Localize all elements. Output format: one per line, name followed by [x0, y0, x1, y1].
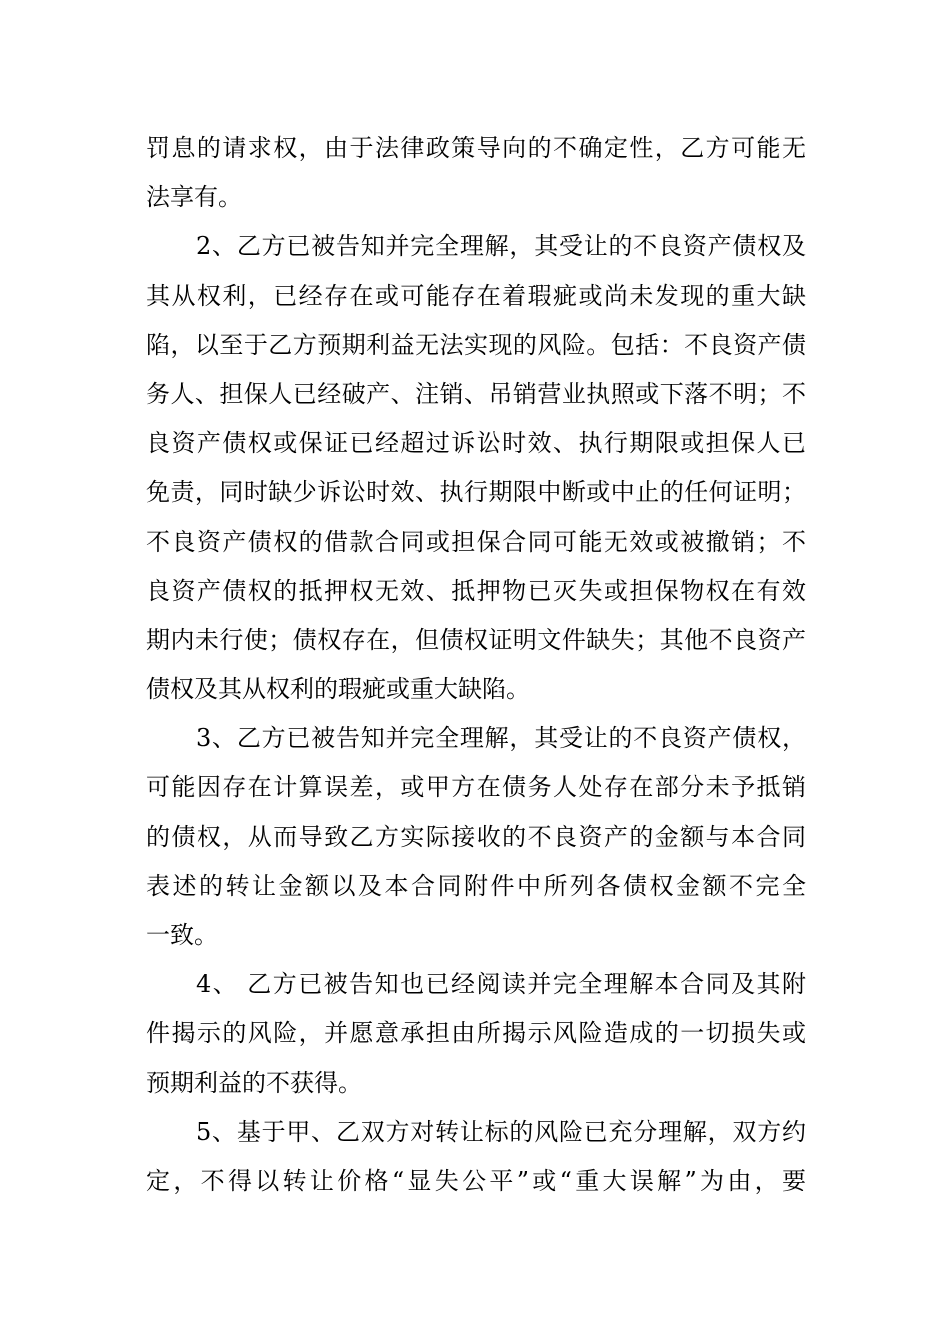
- text-line: 罚息的请求权，由于法律政策导向的不确定性，乙方可能无: [146, 134, 806, 162]
- text-line: 期内未行使；债权存在，但债权证明文件缺失；其他不良资产: [146, 625, 806, 654]
- text-line: 定，不得以转让价格“显失公平”或“重大误解”为由，要: [146, 1166, 806, 1195]
- paragraph-container: [146, 124, 806, 1206]
- text-line: 一致。: [146, 921, 218, 949]
- text-line: 免责，同时缺少诉讼时效、执行期限中断或中止的任何证明；: [146, 478, 806, 507]
- text-line: 表述的转让金额以及本合同附件中所列各债权金额不完全: [146, 871, 806, 900]
- text-line: 可能因存在计算误差，或甲方在债务人处存在部分未予抵销: [146, 773, 806, 802]
- text-line: 2、乙方已被告知并完全理解，其受让的不良资产债权及: [196, 232, 806, 261]
- text-line: 预期利益的不获得。: [146, 1068, 362, 1097]
- paragraph: [146, 960, 806, 1108]
- text-line: 良资产债权的抵押权无效、抵押物已灭失或担保物权在有效: [146, 576, 806, 605]
- text-line: 4、 乙方已被告知也已经阅读并完全理解本合同及其附: [196, 970, 806, 999]
- text-line: 不良资产债权的借款合同或担保合同可能无效或被撤销；不: [146, 527, 806, 556]
- paragraph: [146, 1108, 806, 1206]
- text-line: 件揭示的风险，并愿意承担由所揭示风险造成的一切损失或: [146, 1019, 806, 1048]
- text-line: 3、乙方已被告知并完全理解，其受让的不良资产债权，: [196, 724, 806, 753]
- paragraph: [146, 714, 806, 960]
- text-line: 5、基于甲、乙双方对转让标的风险已充分理解，双方约: [196, 1117, 806, 1146]
- text-line: 其从权利，已经存在或可能存在着瑕疵或尚未发现的重大缺: [146, 281, 806, 310]
- text-line: 陷，以至于乙方预期利益无法实现的风险。包括：不良资产债: [146, 330, 806, 359]
- document-body: [146, 124, 806, 1206]
- text-line: 良资产债权或保证已经超过诉讼时效、执行期限或担保人已: [146, 429, 806, 458]
- text-line: 债权及其从权利的瑕疵或重大缺陷。: [146, 675, 530, 704]
- paragraph: [146, 222, 806, 714]
- text-line: 的债权，从而导致乙方实际接收的不良资产的金额与本合同: [146, 822, 806, 851]
- text-line: 法享有。: [146, 183, 242, 212]
- paragraph: [146, 124, 806, 222]
- text-line: 务人、担保人已经破产、注销、吊销营业执照或下落不明；不: [146, 379, 806, 408]
